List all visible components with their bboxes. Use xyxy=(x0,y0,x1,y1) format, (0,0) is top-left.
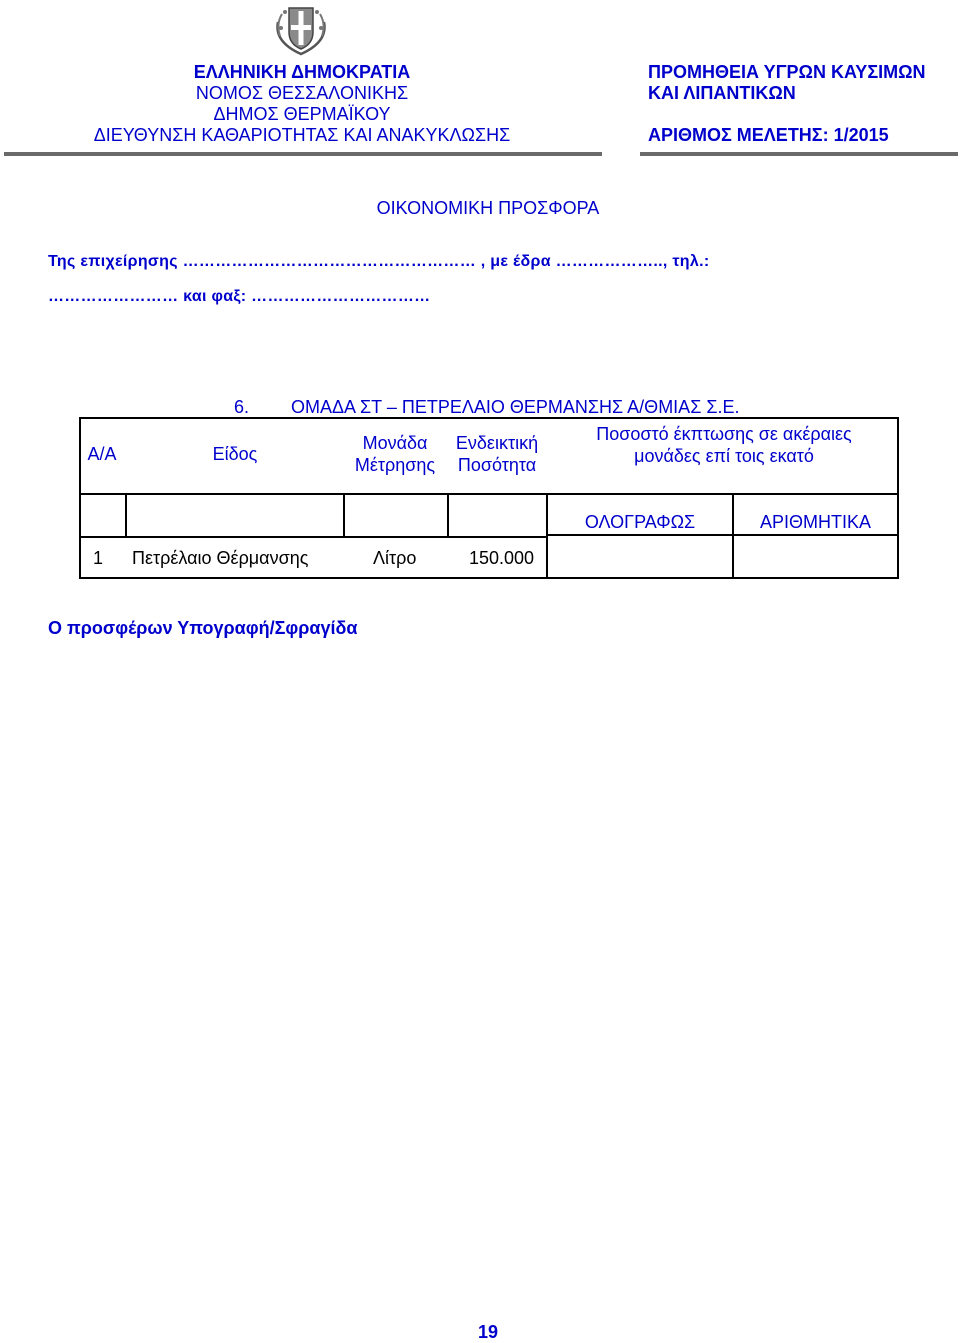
header-quantity-line1: Ενδεικτική xyxy=(455,433,539,453)
header-unit-line1: Μονάδα xyxy=(362,433,428,453)
table-row-divider-right xyxy=(547,534,899,536)
col-divider-qty xyxy=(546,493,548,579)
directorate-name: ΔΙΕΥΘΥΝΣΗ ΚΑΘΑΡΙΟΤΗΤΑΣ ΚΑΙ ΑΝΑΚΥΚΛΩΣΗΣ xyxy=(93,125,511,145)
group-title xyxy=(234,397,739,418)
procurement-title-line2: ΚΑΙ ΛΙΠΑΝΤΙΚΩΝ xyxy=(648,83,796,103)
row-aa: 1 xyxy=(93,548,104,568)
col-divider-words xyxy=(732,493,734,579)
issuer-block xyxy=(0,62,604,146)
group-name: ΟΜΑΔΑ ΣΤ – ΠΕΤΡΕΛΑΙΟ ΘΕΡΜΑΝΣΗΣ Α/ΘΜΙΑΣ Σ.Ε. xyxy=(291,397,740,417)
offer-table xyxy=(79,417,899,579)
prefecture-name: ΝΟΜΟΣ ΘΕΣΣΑΛΟΝΙΚΗΣ xyxy=(195,83,409,103)
header-unit xyxy=(343,432,447,476)
col-divider-unit xyxy=(447,493,449,537)
study-number: ΑΡΙΘΜΟΣ ΜΕΛΕΤΗΣ: 1/2015 xyxy=(648,125,889,145)
header-in-words: ΟΛΟΓΡΑΦΩΣ xyxy=(584,512,696,532)
table-border-top xyxy=(79,417,899,419)
row-item: Πετρέλαιο Θέρμανσης xyxy=(132,548,309,568)
header-discount xyxy=(549,423,899,467)
col-divider-item xyxy=(343,493,345,537)
page-number: 19 xyxy=(477,1322,499,1342)
table-row-divider xyxy=(79,536,547,538)
header-discount-line1: Ποσοστό έκπτωσης σε ακέραιες xyxy=(596,424,852,444)
procurement-title-line1: ΠΡΟΜΗΘΕΙΑ ΥΓΡΩΝ ΚΑΥΣΙΜΩΝ xyxy=(648,62,926,82)
company-info-line-1: Της επιχείρησης ……………………………………………… , με έδρα ……………….., τηλ.: xyxy=(48,253,710,270)
row-unit: Λίτρο xyxy=(373,548,417,568)
header-in-numbers: ΑΡΙΘΜΗΤΙΚΑ xyxy=(759,512,871,532)
header-divider-right xyxy=(640,152,958,156)
table-border-bottom xyxy=(79,577,899,579)
header-quantity-line2: Ποσότητα xyxy=(457,455,537,475)
col-divider-aa xyxy=(125,493,127,537)
header-divider-left xyxy=(4,152,602,156)
header-aa: Α/Α xyxy=(87,444,117,464)
company-info-line-2: …………………… και φαξ: …………………………… xyxy=(48,288,431,305)
header-quantity xyxy=(447,432,547,476)
header-item: Είδος xyxy=(212,444,258,464)
group-number: 6. xyxy=(234,397,250,417)
header-discount-line2: μονάδες επί τοις εκατό xyxy=(634,446,814,466)
document-title: ΟΙΚΟΝΟΜΙΚΗ ΠΡΟΣΦΟΡΑ xyxy=(376,198,600,218)
greek-coat-of-arms-emblem xyxy=(272,2,330,56)
procurement-block xyxy=(648,62,926,146)
header-unit-line2: Μέτρησης xyxy=(354,455,436,475)
republic-name: ΕΛΛΗΝΙΚΗ ΔΗΜΟΚΡΑΤΙΑ xyxy=(193,62,411,82)
row-quantity: 150.000 xyxy=(469,548,535,568)
signature-label: Ο προσφέρων Υπογραφή/Σφραγίδα xyxy=(48,618,358,638)
table-header-divider xyxy=(79,493,899,495)
municipality-name: ΔΗΜΟΣ ΘΕΡΜΑΪΚΟΥ xyxy=(213,104,391,124)
table-border-left xyxy=(79,417,81,579)
